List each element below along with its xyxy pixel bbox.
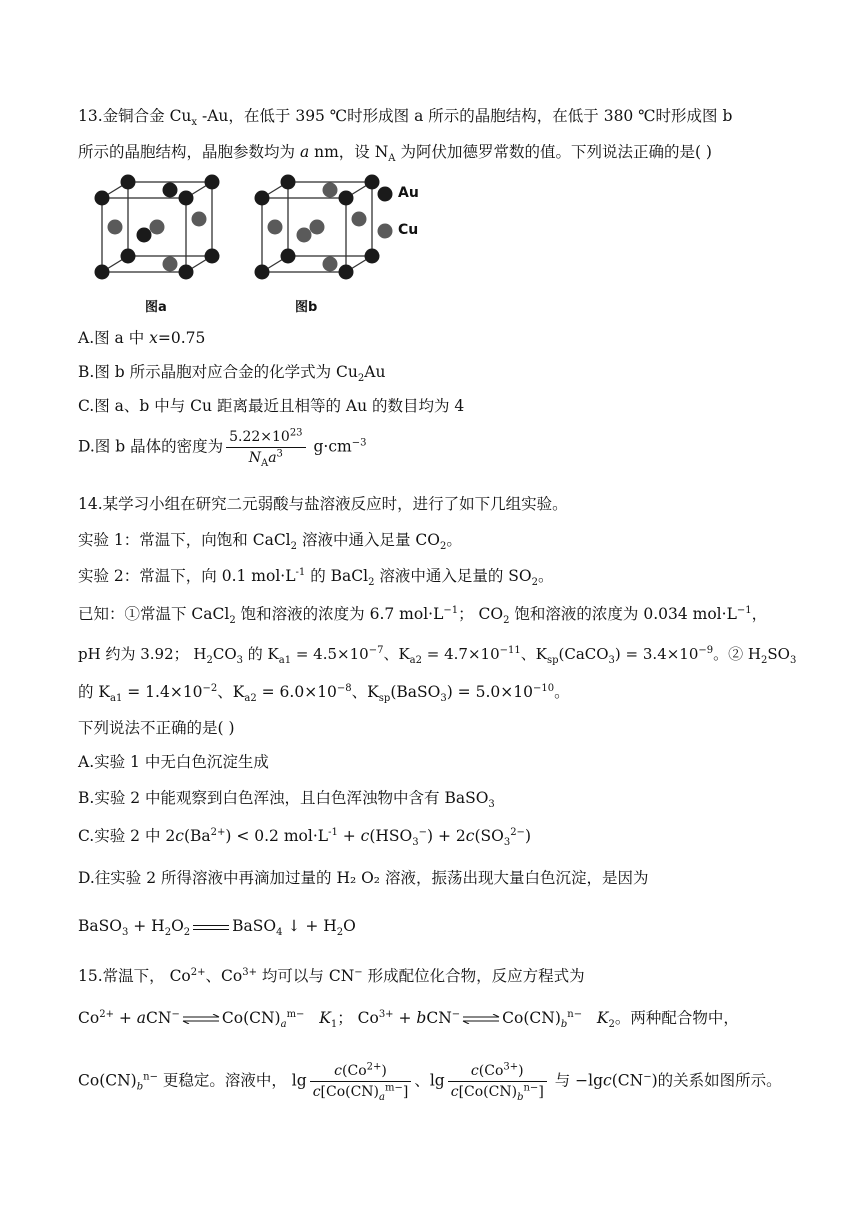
atom-legend — [376, 182, 456, 252]
q13-option-a: A.图 a 中 x=0.75 — [78, 329, 206, 347]
equals-sign — [193, 925, 229, 930]
q14-experiment-2: 实验 2：常温下，向 0.1 $mol\cdot L^{-1}$ 的 BaCl$_2$ 溶液中通入足量的 $SO_2$。 — [78, 566, 554, 589]
q14-equation: BaSO$_3$ + $H_2O_2$ BaSO$_4$ ↓ + $H_2O$ — [78, 917, 356, 939]
q15-stem: 15.常温下， $Co^{2+}$、$Co^{3+}$ 均可以与 CN− 形成配位化合物，反应方程式为 — [78, 966, 585, 985]
unit-cell-figure-a — [95, 175, 220, 280]
unit-cell-figure-b — [255, 175, 380, 280]
q14-known-line3: 的 $K_{a1} = 1.4\times 10^{-2}$、$K_{a2} = 6.0\times 10^{-8}$、$K_{sp}(BaSO_3) = 5.0\times 10^{-10}$。 — [78, 682, 570, 705]
au-legend-swatch — [378, 187, 393, 202]
q14-known-line2: pH 约为 3.92； $H_2CO_3$ 的 $K_{a1} = 4.5\times 10^{-7}$、$K_{a2} = 4.7\times 10^{-11}$、$K_{sp}(CaCO_3) = 3.4\times 10^{-9}$。② $H_2SO_3$ — [78, 645, 797, 666]
figure-b-caption: 图b — [295, 300, 318, 315]
q13-option-d: D.图 b 晶体的密度为 $\frac{5.22\times 10^{23}}{N_Aa^3}$ $g\cdot cm^{-3}$ — [78, 427, 367, 469]
q14-ask: 下列说法不正确的是( ) — [78, 719, 235, 737]
ratio-fraction-co2: $\frac{c(Co^{2+})}{c[Co(CN)_a^{m-}]}$ — [310, 1062, 412, 1101]
q13-stem-line2: 所示的晶胞结构，晶胞参数均为 a nm，设 $N_A$ 为阿伏加德罗常数的值。下列说法正确的是( ) — [78, 143, 712, 165]
equilibrium-arrow-2 — [462, 1014, 500, 1024]
ratio-fraction-co3: $\frac{c(Co^{3+})}{c[Co(CN)_b^{n-}]}$ — [448, 1062, 547, 1101]
equilibrium-arrow-1 — [182, 1014, 220, 1024]
legend-cu-label: Cu — [398, 222, 419, 238]
figure-a-caption: 图a — [145, 300, 167, 315]
q14-experiment-1: 实验 1：常温下，向饱和 CaCl$_2$ 溶液中通入足量 $CO_2$。 — [78, 531, 462, 553]
q13-option-b: B.图 b 所示晶胞对应合金的化学式为 $Cu_2Au$ — [78, 363, 386, 385]
q14-option-b: B.实验 2 中能观察到白色浑浊，且白色浑浊物中含有 BaSO$_3$ — [78, 789, 495, 811]
q14-known-line1: 已知：①常温下 CaCl$_2$ 饱和溶液的浓度为 6.7 $mol\cdot L^{-1}$； $CO_2$ 饱和溶液的浓度为 0.034 $mol\cdot L^{-1}$， — [78, 604, 768, 627]
q13-option-c: C.图 a、b 中与 Cu 距离最近且相等的 Au 的数目均为 4 — [78, 397, 465, 415]
q15-reactions: $Co^{2+} + aCN^-$ $Co(CN)_a^{m-}$ $K_1$； $Co^{3+} + bCN^-$ $Co(CN)_b^{n-}$ $K_2$。两种配合物中， — [78, 1008, 739, 1031]
q13-stem-line1: 13.金铜合金 $Cu_x$ -Au，在低于 395 ℃时形成图 a 所示的晶胞结构，在低于 380 ℃时形成图 b — [78, 107, 733, 129]
cu-legend-swatch — [378, 224, 393, 239]
q14-stem: 14.某学习小组在研究二元弱酸与盐溶液反应时，进行了如下几组实验。 — [78, 495, 568, 513]
q14-option-c: C.实验 2 中 $2c(Ba^{2+}) < 0.2$ $mol\cdot L^{-1} + c(HSO_3^-) + 2c(SO_3^{2-})$ — [78, 826, 531, 849]
q14-option-a: A.实验 1 中无白色沉淀生成 — [78, 753, 269, 771]
legend-au-label: Au — [398, 185, 419, 201]
q15-line3: $Co(CN)_b^{n-}$ 更稳定。溶液中， lg $\frac{c(Co^{2+})}{c[Co(CN)_a^{m-}]}$ 、lg $\frac{c(Co^{3+})}{c[Co(CN)_b^{n-}]}$ 与 −lgc(CN−)的关系如图所示。 — [78, 1061, 782, 1103]
cu-atoms-a — [108, 212, 207, 272]
q14-option-d: D.往实验 2 所得溶液中再滴加过量的 H₂ O₂ 溶液，振荡出现大量白色沉淀，是因为 — [78, 869, 649, 887]
density-fraction: $\frac{5.22\times 10^{23}}{N_Aa^3}$ — [226, 428, 305, 467]
